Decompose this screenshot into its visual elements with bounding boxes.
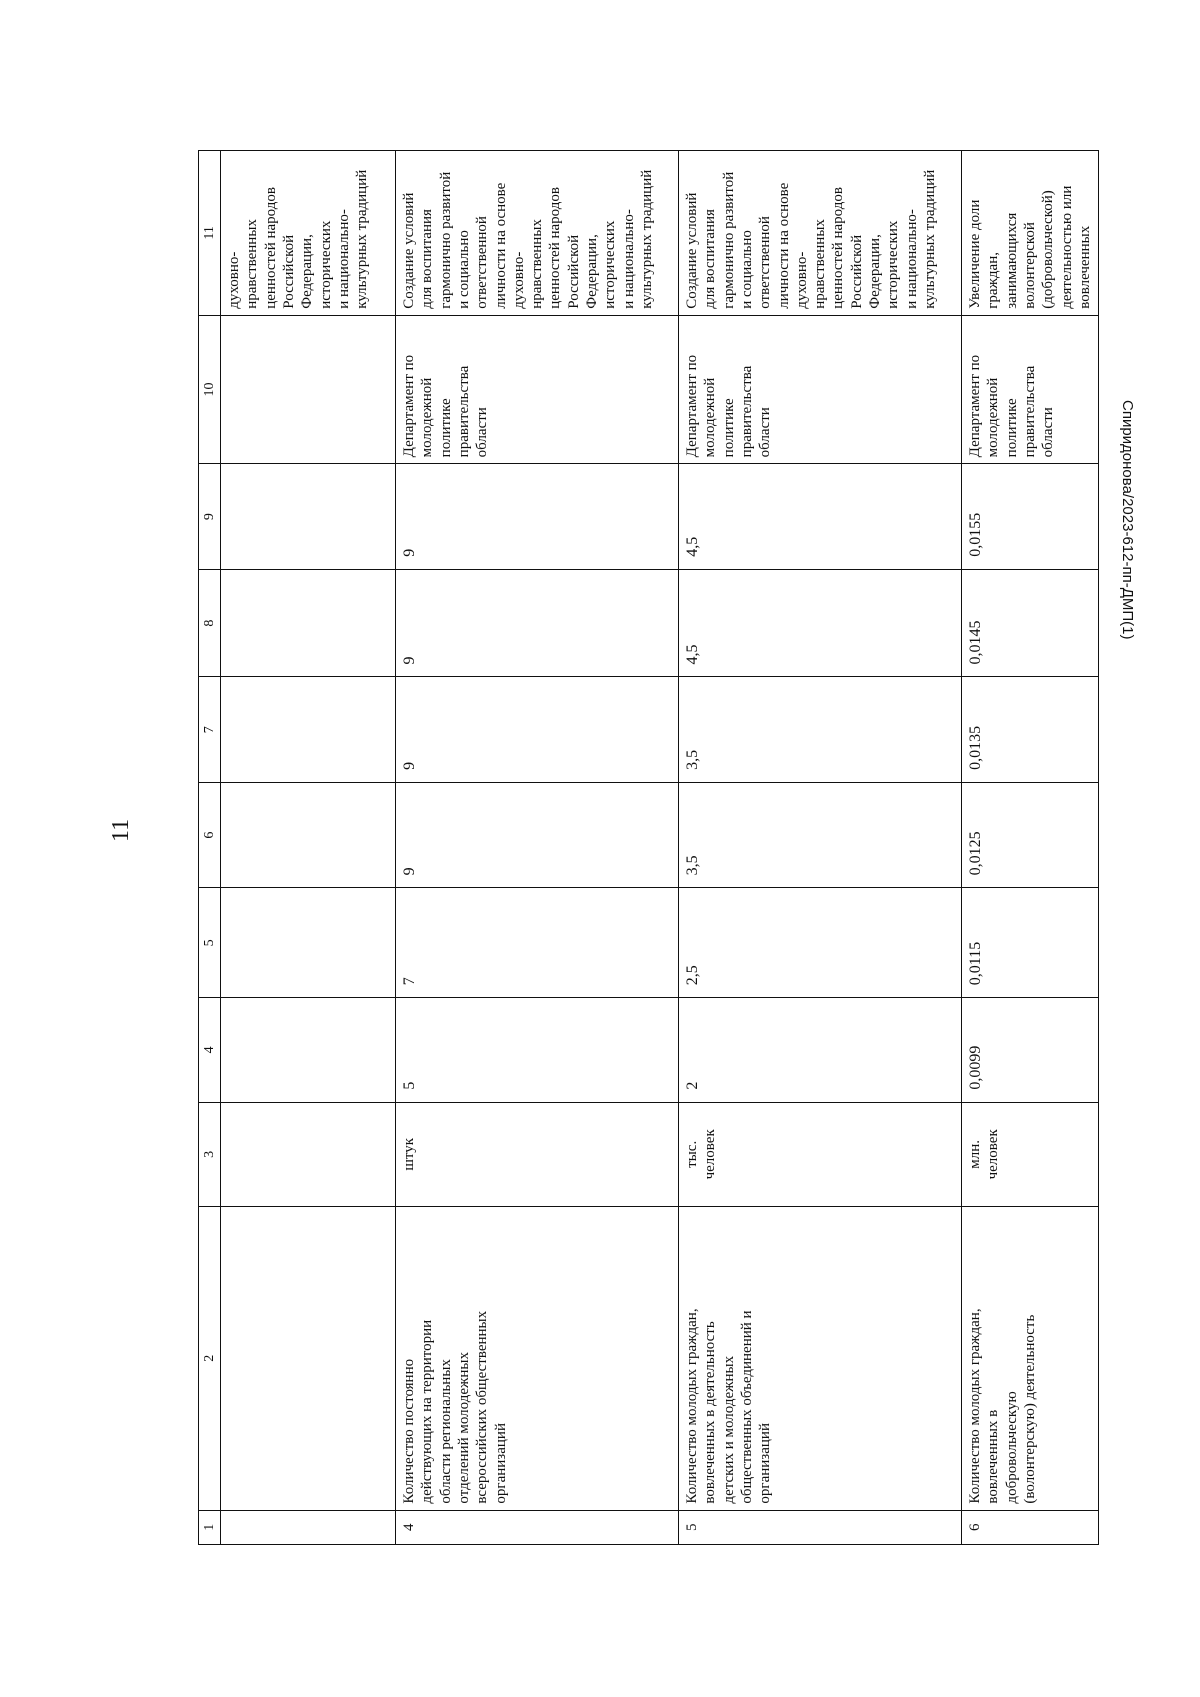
indicator-name-cell: Количество молодых граждан, вовлеченных в деятельность детских и молодежных общественных объединений и организаций xyxy=(679,1207,962,1511)
responsible-department-cell xyxy=(221,315,396,464)
goal-description-cell: духовно- нравственных ценностей народов Российской Федерации, исторических и национально- культурных традиций xyxy=(221,151,396,316)
indicator-name-cell: Количество постоянно действующих на территории области региональных отделений молодежных всероссийских общественных организаций xyxy=(396,1207,679,1511)
value-col-9-cell: 4,5 xyxy=(679,464,962,569)
value-col-7-cell: 0,0135 xyxy=(962,677,1099,782)
value-col-7-cell: 9 xyxy=(396,677,679,782)
value-col-6-cell: 0,0125 xyxy=(962,782,1099,887)
column-header: 5 xyxy=(199,888,221,998)
goal-description-cell: Увеличение доли граждан, занимающихся волонтерской (добровольческой) деятельностью или вовлеченных xyxy=(962,151,1099,316)
value-col-5-cell: 0,0115 xyxy=(962,888,1099,998)
indicator-table-container xyxy=(198,150,1093,1545)
value-col-8-cell: 4,5 xyxy=(679,569,962,677)
table-row xyxy=(679,151,962,1545)
responsible-department-cell: Департамент по молодежной политике правительства области xyxy=(396,315,679,464)
value-col-8-cell xyxy=(221,569,396,677)
value-col-6-cell: 3,5 xyxy=(679,782,962,887)
document-code: Спиридонова/2023-612-пп-ДМП(1) xyxy=(1119,400,1136,640)
column-header: 11 xyxy=(199,151,221,316)
column-header: 8 xyxy=(199,569,221,677)
value-col-9-cell: 0,0155 xyxy=(962,464,1099,569)
value-col-9-cell xyxy=(221,464,396,569)
column-header: 10 xyxy=(199,315,221,464)
responsible-department-cell: Департамент по молодежной политике правительства области xyxy=(962,315,1099,464)
unit-cell: тыс. человек xyxy=(679,1102,962,1206)
indicator-name-cell: Количество молодых граждан, вовлеченных в добровольческую (волонтерскую) деятельность xyxy=(962,1207,1099,1511)
goal-description-cell: Создание условий для воспитания гармонично развитой и социально ответственной личности на основе духовно- нравственных ценностей народов Российской Федерации, исторических и национально- культурных традиций xyxy=(396,151,679,316)
unit-cell: штук xyxy=(396,1102,679,1206)
page-number: 11 xyxy=(108,818,134,842)
value-col-5-cell xyxy=(221,888,396,998)
table-row xyxy=(962,151,1099,1545)
value-col-4-cell: 5 xyxy=(396,998,679,1102)
row-number-cell: 6 xyxy=(962,1510,1099,1544)
column-header: 3 xyxy=(199,1102,221,1206)
value-col-4-cell: 2 xyxy=(679,998,962,1102)
value-col-8-cell: 9 xyxy=(396,569,679,677)
value-col-5-cell: 7 xyxy=(396,888,679,998)
value-col-6-cell xyxy=(221,782,396,887)
value-col-6-cell: 9 xyxy=(396,782,679,887)
indicator-table xyxy=(198,150,1099,1545)
column-header: 1 xyxy=(199,1510,221,1544)
unit-cell: млн. человек xyxy=(962,1102,1099,1206)
column-header: 6 xyxy=(199,782,221,887)
unit-cell xyxy=(221,1102,396,1206)
column-header: 4 xyxy=(199,998,221,1102)
header-row xyxy=(199,151,221,1545)
row-number-cell: 5 xyxy=(679,1510,962,1544)
value-col-9-cell: 9 xyxy=(396,464,679,569)
value-col-7-cell: 3,5 xyxy=(679,677,962,782)
row-number-cell: 4 xyxy=(396,1510,679,1544)
responsible-department-cell: Департамент по молодежной политике правительства области xyxy=(679,315,962,464)
indicator-name-cell xyxy=(221,1207,396,1511)
value-col-7-cell xyxy=(221,677,396,782)
column-header: 2 xyxy=(199,1207,221,1511)
row-number-cell xyxy=(221,1510,396,1544)
value-col-5-cell: 2,5 xyxy=(679,888,962,998)
value-col-4-cell: 0,0099 xyxy=(962,998,1099,1102)
column-header: 9 xyxy=(199,464,221,569)
column-header: 7 xyxy=(199,677,221,782)
table-row xyxy=(396,151,679,1545)
goal-description-cell: Создание условий для воспитания гармонично развитой и социально ответственной личности на основе духовно- нравственных ценностей народов Российской Федерации, исторических и национально- культурных традиций xyxy=(679,151,962,316)
value-col-8-cell: 0,0145 xyxy=(962,569,1099,677)
table-row xyxy=(221,151,396,1545)
value-col-4-cell xyxy=(221,998,396,1102)
